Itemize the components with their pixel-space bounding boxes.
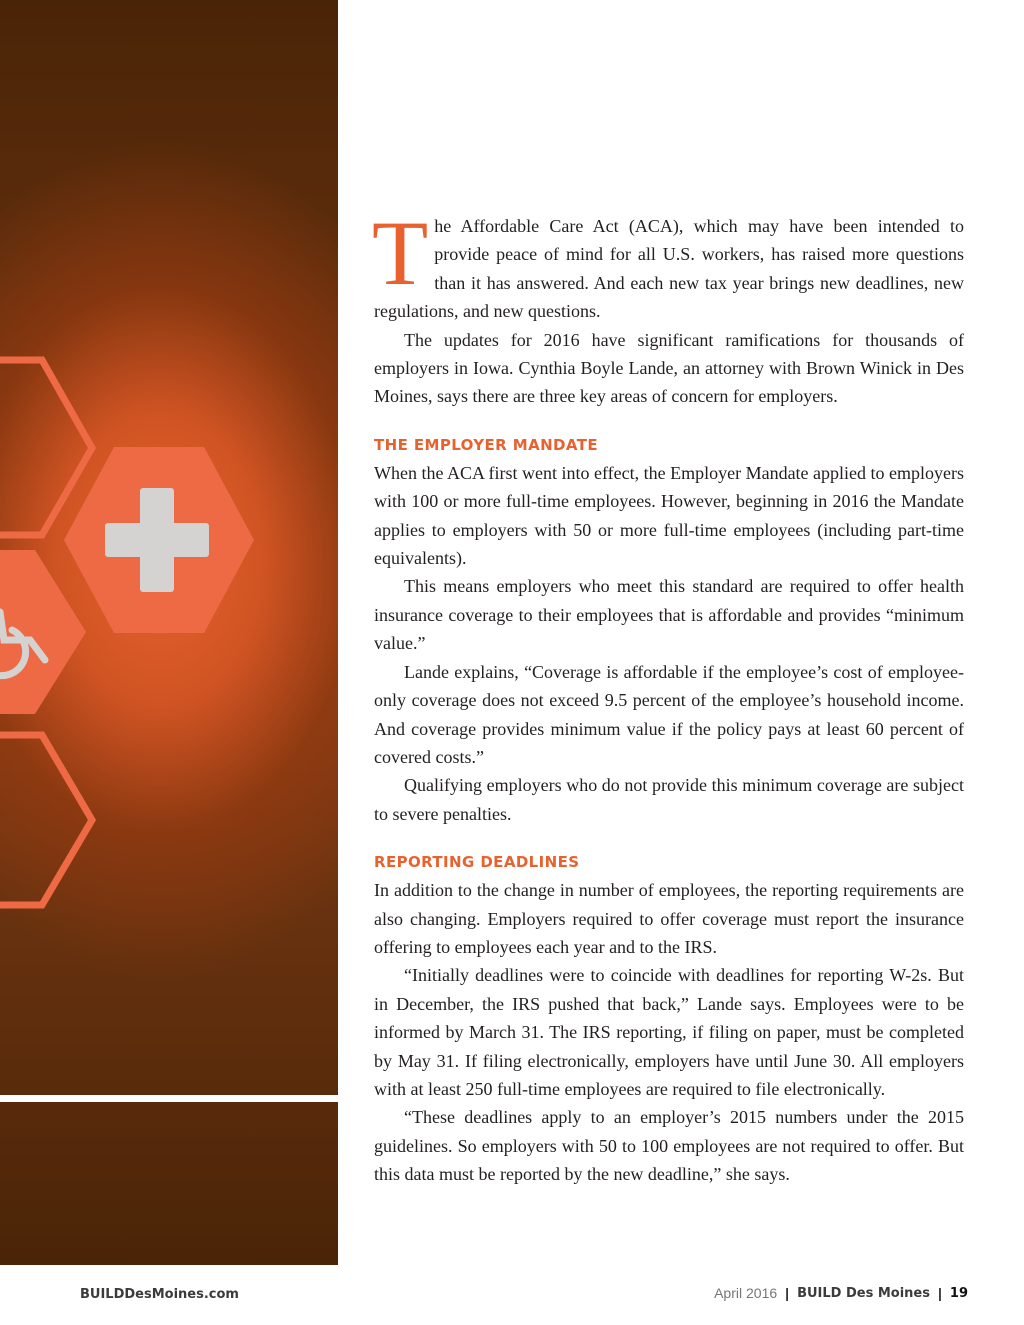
drop-cap: T	[372, 202, 429, 304]
paragraph: When the ACA first went into effect, the Employer Mandate applied to employers with 100 or more full-time employees. However, beginning in 2016 the Mandate applies to employers with 50 or more full-time employees (including part-time equivalents).	[374, 462, 965, 569]
footer-folio	[714, 1285, 968, 1301]
page-number: 19	[949, 1285, 968, 1301]
paragraph: “Initially deadlines were to coincide with deadlines for reporting W-2s. But in December, the IRS pushed that back,” Lande says. Employees were to be informed by March 31. The IRS reporting, if filing on paper, must be completed by May 31. If filing electronically, employers have until June 30. All employers with at least 250 full-time employees are required to file electronically.	[374, 965, 964, 1099]
art-divider-rule	[0, 1095, 338, 1102]
article-body	[372, 202, 965, 1189]
paragraph: Qualifying employers who do not provide this minimum coverage are subject to severe penalties.	[374, 775, 964, 824]
footer-magazine-name: BUILD Des Moines	[797, 1285, 930, 1301]
paragraph: In addition to the change in number of employees, the reporting requirements are also changing. Employers required to offer coverage must report the insurance offering to employees each year and to the IRS.	[374, 880, 964, 957]
section-heading-reporting-deadlines: REPORTING DEADLINES	[374, 853, 580, 872]
footer-date: April 2016	[714, 1285, 778, 1301]
paragraph: The updates for 2016 have significant ramifications for thousands of employers in Iowa. Cynthia Boyle Lande, an attorney with Brown Winick in Des Moines, says there are three key areas of concern for employers.	[374, 329, 964, 407]
paragraph: “These deadlines apply to an employer’s 2015 numbers under the 2015 guidelines. So employers with 50 to 100 employees are not required to offer. But this data must be reported by the new deadline,” she says.	[374, 1107, 964, 1185]
footer-website: BUILDDesMoines.com	[80, 1287, 239, 1302]
hexagon-outline-top	[0, 360, 92, 535]
decorative-art-panel	[0, 0, 338, 1265]
intro-paragraph	[372, 202, 964, 326]
intro-text: he Affordable Care Act (ACA), which may have been intended to provide peace of mind for all U.S. workers, has raised more questions than it has answered. And each new tax year brings new deadlines, new regulations, and new questions.	[374, 216, 964, 322]
footer-separator: |	[785, 1285, 790, 1301]
hexagon-outline-bottom	[0, 735, 92, 905]
paragraph: Lande explains, “Coverage is affordable if the employee’s cost of employee-only coverage does not exceed 9.5 percent of the employee’s household income. And coverage provides minimum value if the policy pays at least 60 percent of covered costs.”	[374, 661, 964, 767]
paragraph: This means employers who meet this standard are required to offer health insurance coverage to their employees that is affordable and provides “minimum value.”	[374, 576, 964, 654]
section-heading-employer-mandate: THE EMPLOYER MANDATE	[374, 435, 599, 454]
hexagon-illustration	[0, 0, 338, 1265]
footer-separator: |	[937, 1285, 942, 1301]
